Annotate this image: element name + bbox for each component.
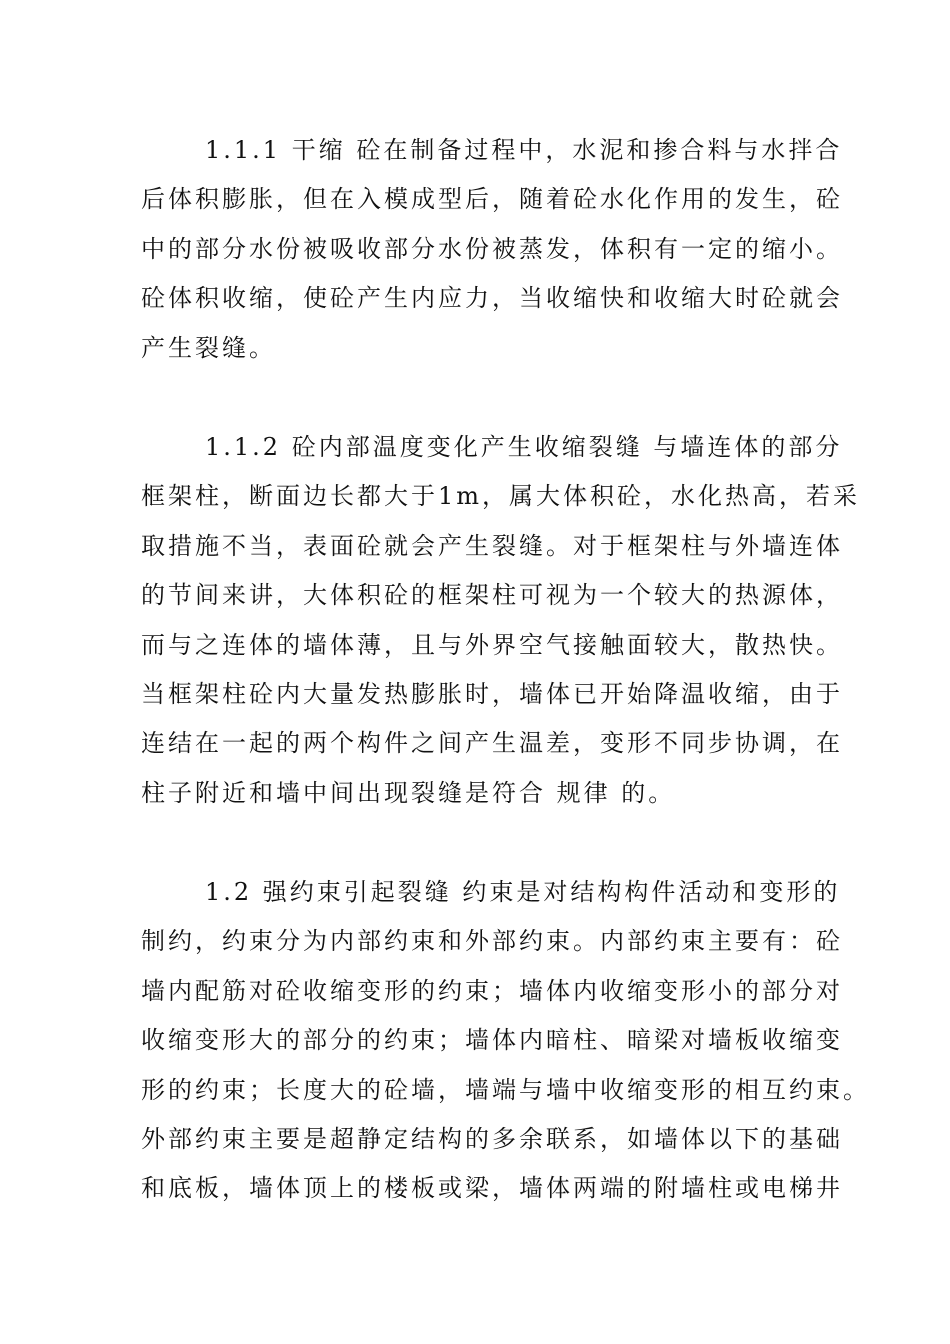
paragraph-line: 框架柱，断面边长都大于1m，属大体积砼，水化热高，若采: [141, 482, 861, 511]
paragraph-line: 1.1.2 砼内部温度变化产生收缩裂缝 与墙连体的部分: [205, 433, 843, 461]
paragraph-line: 中的部分水份被吸收部分水份被蒸发，体积有一定的缩小。: [141, 234, 843, 263]
paragraph-line: 后体积膨胀，但在入模成型后，随着砼水化作用的发生，砼: [141, 185, 843, 214]
paragraph-line: 形的约束；长度大的砼墙，墙端与墙中收缩变形的相互约束。: [141, 1075, 870, 1104]
paragraph-line: 墙内配筋对砼收缩变形的约束；墙体内收缩变形小的部分对: [141, 976, 843, 1005]
paragraph-line: 1.2 强约束引起裂缝 约束是对结构构件活动和变形的: [205, 878, 841, 906]
paragraph-dry-shrinkage: [141, 126, 843, 373]
paragraph-line: 制约，约束分为内部约束和外部约束。内部约束主要有：砼: [141, 927, 843, 956]
paragraph-line: 外部约束主要是超静定结构的多余联系，如墙体以下的基础: [141, 1124, 843, 1153]
paragraph-line: 1.1.1 干缩 砼在制备过程中，水泥和掺合料与水拌合: [205, 136, 843, 164]
paragraph-temperature-cracks: [141, 423, 861, 818]
paragraph-line: 而与之连体的墙体薄，且与外界空气接触面较大，散热快。: [141, 630, 843, 659]
paragraph-line: 产生裂缝。: [141, 333, 276, 362]
paragraph-line: 当框架柱砼内大量发热膨胀时，墙体已开始降温收缩，由于: [141, 679, 843, 708]
paragraph-line: 和底板，墙体顶上的楼板或梁，墙体两端的附墙柱或电梯井: [141, 1174, 843, 1203]
paragraph-line: 收缩变形大的部分的约束；墙体内暗柱、暗梁对墙板收缩变: [141, 1026, 843, 1055]
paragraph-restraint-cracks: [141, 868, 870, 1214]
paragraph-line: 砼体积收缩，使砼产生内应力，当收缩快和收缩大时砼就会: [141, 284, 843, 313]
paragraph-line: 柱子附近和墙中间出现裂缝是符合 规律 的。: [141, 778, 676, 807]
paragraph-line: 取措施不当，表面砼就会产生裂缝。对于框架柱与外墙连体: [141, 531, 843, 560]
paragraph-line: 连结在一起的两个构件之间产生温差，变形不同步协调，在: [141, 729, 843, 758]
paragraph-line: 的节间来讲，大体积砼的框架柱可视为一个较大的热源体，: [141, 581, 843, 610]
